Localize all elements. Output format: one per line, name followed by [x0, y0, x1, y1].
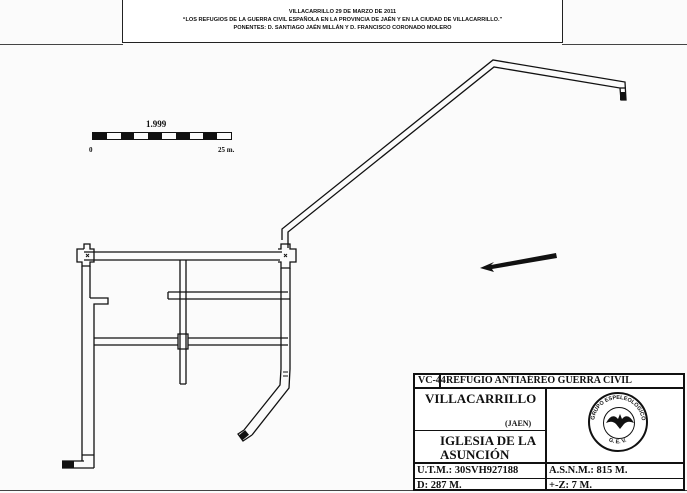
header-date: VILLACARRILLO 29 DE MARZO DE 2011	[288, 9, 397, 15]
scale-end-label: 25 m.	[218, 146, 235, 154]
development-length: D: 287 M.	[417, 480, 462, 491]
header-speakers: PONENTES: D. SANTIAGO JAÉN MILLÁN Y D. FRANCISCO CORONADO MOLERO	[233, 25, 452, 31]
municipality: VILLACARRILLO	[425, 391, 537, 406]
scale-ratio: 1.999	[146, 119, 167, 129]
site-name-line2: ASUNCIÓN	[440, 447, 510, 462]
bat-icon	[606, 414, 634, 429]
depth: +-Z: 7 M.	[549, 480, 593, 491]
utm-coordinates: U.T.M.: 30SVH927188	[417, 465, 519, 476]
province: (JAEN)	[505, 419, 532, 428]
cave-code: VC-44	[418, 375, 446, 386]
logo-text-bottom: G. E. V.	[607, 437, 628, 446]
site-name-line1: IGLESIA DE LA	[440, 433, 537, 448]
logo-text-top: GRUPO ESPELEOLOGICO	[590, 394, 646, 422]
altitude: A.S.N.M.: 815 M.	[549, 465, 628, 476]
scale-start-label: 0	[89, 146, 93, 154]
header-title: “LOS REFUGIOS DE LA GUERRA CIVIL ESPAÑOLA EN LA PROVINCIA DE JAÉN Y EN LA CIUDAD DE VILLACARRILLO.”	[182, 17, 503, 23]
cave-name: REFUGIO ANTIAÉREO GUERRA CIVIL	[446, 375, 632, 386]
